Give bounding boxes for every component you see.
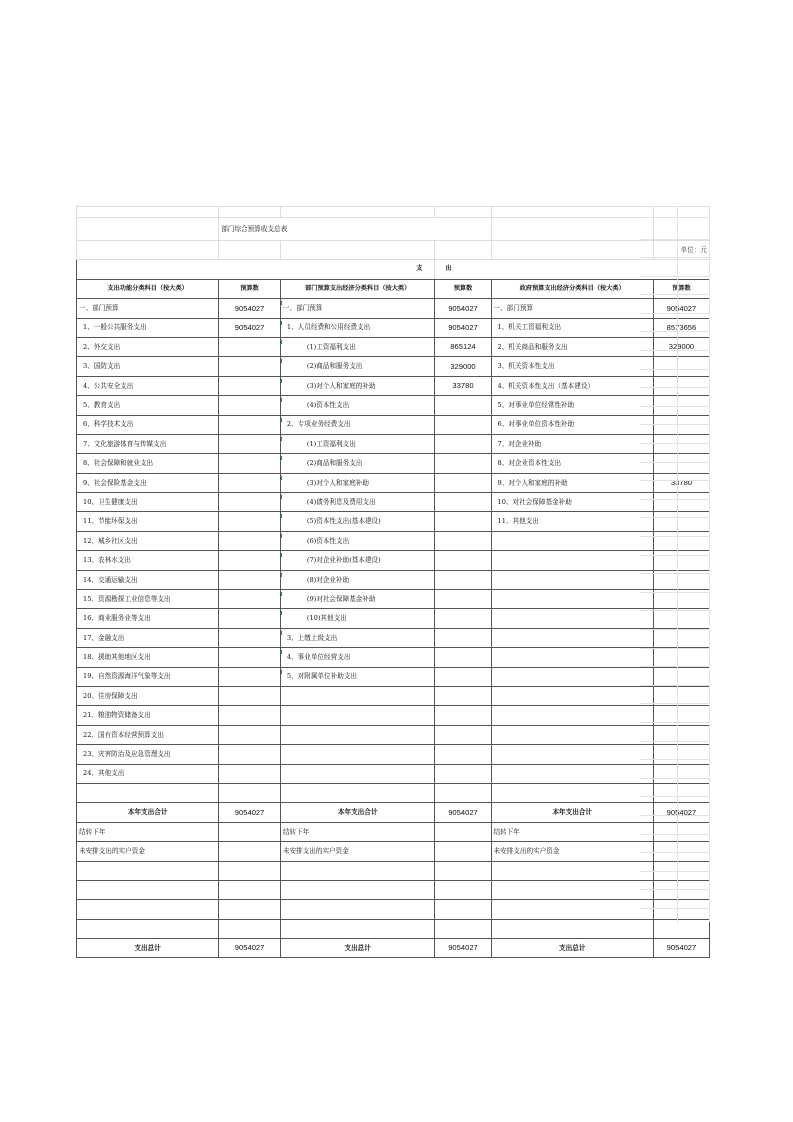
function-item: 9、社会保险基金支出 — [77, 473, 219, 492]
table-row — [77, 493, 710, 512]
function-item: 8、社会保障和就业支出 — [77, 454, 219, 473]
gridline — [640, 555, 709, 556]
carryover-item — [280, 900, 435, 919]
carryover-item: 结转下年 — [77, 822, 219, 841]
dept-economic-item: 2、专项业务经费支出 — [280, 415, 435, 434]
amount-cell — [435, 745, 491, 764]
amount-cell: 9054027 — [653, 299, 709, 318]
table-row — [77, 434, 710, 453]
amount-cell — [435, 609, 491, 628]
function-item: 10、卫生健康支出 — [77, 493, 219, 512]
table-row — [77, 706, 710, 725]
amount-cell — [219, 551, 281, 570]
amount-cell — [653, 919, 709, 938]
gov-economic-item: 10、对社会保障基金补助 — [491, 493, 653, 512]
gov-economic-item: 4、机关资本性支出（基本建设） — [491, 376, 653, 395]
amount-cell — [219, 512, 281, 531]
table-row — [77, 454, 710, 473]
amount-cell — [219, 376, 281, 395]
table-row — [77, 512, 710, 531]
column-header-row — [77, 279, 710, 298]
gridline — [640, 703, 709, 704]
amount-cell — [219, 861, 281, 880]
gov-economic-item — [491, 590, 653, 609]
amount-cell — [435, 686, 491, 705]
table-row — [77, 667, 710, 686]
gridline — [640, 759, 709, 760]
carryover-item: 结转下年 — [491, 822, 653, 841]
gov-economic-item: 9、对个人和家庭的补助 — [491, 473, 653, 492]
function-item: 12、城乡社区支出 — [77, 531, 219, 550]
amount-cell — [219, 609, 281, 628]
amount-cell — [435, 551, 491, 570]
table-row — [77, 686, 710, 705]
amount-cell — [219, 725, 281, 744]
gridline — [640, 908, 709, 909]
function-item: 11、节能环保支出 — [77, 512, 219, 531]
gov-economic-item — [491, 551, 653, 570]
gridline — [640, 685, 709, 686]
gridline — [640, 852, 709, 853]
amount-cell: 329000 — [435, 357, 491, 376]
amount-cell — [219, 415, 281, 434]
dept-economic-item: (4)债务利息及费用支出 — [280, 493, 435, 512]
budget-table — [76, 206, 710, 958]
amount-cell — [219, 783, 281, 802]
carryover-item — [491, 919, 653, 938]
carryover-item — [77, 880, 219, 899]
gov-economic-item — [491, 628, 653, 647]
gov-economic-item — [491, 667, 653, 686]
table-row — [77, 590, 710, 609]
table-row — [77, 609, 710, 628]
table-row — [77, 318, 710, 337]
amount-cell — [435, 900, 491, 919]
amount-cell: 9054027 — [219, 318, 281, 337]
gridline — [640, 796, 709, 797]
gridline — [640, 592, 709, 593]
table-row — [77, 822, 710, 841]
gridline — [640, 387, 709, 388]
gridline — [640, 239, 709, 240]
total-label: 支出总计 — [280, 939, 435, 958]
table-row — [77, 861, 710, 880]
function-item — [77, 783, 219, 802]
col-header-amount-1: 预算数 — [219, 279, 281, 298]
gridline — [640, 294, 709, 295]
gridline — [640, 666, 709, 667]
table-row — [77, 551, 710, 570]
dept-economic-item — [280, 745, 435, 764]
col-header-amount-2: 预算数 — [435, 279, 491, 298]
gov-economic-item — [491, 725, 653, 744]
budget-sheet — [76, 206, 710, 958]
amount-cell — [219, 454, 281, 473]
function-item: 13、农林水支出 — [77, 551, 219, 570]
amount-cell — [219, 570, 281, 589]
gridline — [640, 722, 709, 723]
amount-cell — [435, 919, 491, 938]
total-label: 支出总计 — [491, 939, 653, 958]
dept-economic-item: (9)对社会保障基金补助 — [280, 590, 435, 609]
amount-cell — [435, 842, 491, 861]
gridline — [640, 629, 709, 630]
gridline — [640, 741, 709, 742]
dept-economic-item — [280, 764, 435, 783]
function-item: 23、灾害防治及应急管理支出 — [77, 745, 219, 764]
gridline — [677, 206, 678, 922]
dept-economic-item — [280, 725, 435, 744]
gov-economic-item: 8、对企业资本性支出 — [491, 454, 653, 473]
total-label: 本年支出合计 — [491, 803, 653, 822]
gridline — [640, 610, 709, 611]
amount-cell — [435, 473, 491, 492]
amount-cell — [435, 628, 491, 647]
dept-economic-item — [280, 706, 435, 725]
gridline — [640, 462, 709, 463]
amount-cell — [219, 357, 281, 376]
col-header-gov-economic: 政府预算支出经济分类科目（按大类） — [491, 279, 653, 298]
function-item: 1、一般公共服务支出 — [77, 318, 219, 337]
table-row — [77, 648, 710, 667]
dept-economic-item: (6)资本性支出 — [280, 531, 435, 550]
gridline — [640, 331, 709, 332]
dept-economic-item: (2)商品和服务支出 — [280, 357, 435, 376]
amount-cell — [219, 337, 281, 356]
dept-economic-item: (1)工资福利支出 — [280, 337, 435, 356]
function-item: 17、金融支出 — [77, 628, 219, 647]
amount-cell — [435, 725, 491, 744]
function-item: 一、部门预算 — [77, 299, 219, 318]
amount-cell: 8573656 — [653, 318, 709, 337]
amount-cell: 33780 — [653, 473, 709, 492]
carryover-item: 未安排支出的实户资金 — [491, 842, 653, 861]
total-label: 本年支出合计 — [77, 803, 219, 822]
carryover-item — [491, 900, 653, 919]
carryover-item — [491, 880, 653, 899]
table-row — [77, 570, 710, 589]
gov-economic-item — [491, 570, 653, 589]
amount-cell — [219, 822, 281, 841]
table-row — [77, 396, 710, 415]
function-item: 2、外交支出 — [77, 337, 219, 356]
gridline — [640, 406, 709, 407]
total-amount: 9054027 — [435, 939, 491, 958]
gov-economic-item: 6、对事业单位资本性补助 — [491, 415, 653, 434]
amount-cell: 9054027 — [435, 299, 491, 318]
gridline — [709, 206, 710, 922]
gridline — [640, 834, 709, 835]
amount-cell: 9054027 — [435, 318, 491, 337]
function-item: 3、国防支出 — [77, 357, 219, 376]
total-amount: 9054027 — [219, 939, 281, 958]
function-item: 16、商业服务业等支出 — [77, 609, 219, 628]
dept-economic-item: 5、对附属单位补助支出 — [280, 667, 435, 686]
table-row — [77, 900, 710, 919]
dept-economic-item: (10)其他支出 — [280, 609, 435, 628]
col-header-function: 支出功能分类科目（按大类） — [77, 279, 219, 298]
dept-economic-item: (1)工资福利支出 — [280, 434, 435, 453]
gridline — [640, 517, 709, 518]
gov-economic-item — [491, 648, 653, 667]
gridline — [640, 889, 709, 890]
function-item: 24、其他支出 — [77, 764, 219, 783]
amount-cell — [435, 512, 491, 531]
carryover-item: 未安排支出的实户资金 — [280, 842, 435, 861]
dept-economic-item: 1、人员经费和公用经费支出 — [280, 318, 435, 337]
amount-cell — [435, 880, 491, 899]
gov-economic-item — [491, 609, 653, 628]
table-row — [77, 473, 710, 492]
carryover-item — [280, 880, 435, 899]
function-item: 21、粮油物资储备支出 — [77, 706, 219, 725]
total-amount: 9054027 — [435, 803, 491, 822]
table-row — [77, 764, 710, 783]
amount-cell — [435, 648, 491, 667]
table-row — [77, 725, 710, 744]
table-row — [77, 299, 710, 318]
amount-cell — [219, 667, 281, 686]
total-label: 支出总计 — [77, 939, 219, 958]
table-row — [77, 745, 710, 764]
dept-economic-item: 一、部门预算 — [280, 299, 435, 318]
unit-label: 单位：元 — [653, 241, 709, 260]
amount-cell: 33780 — [435, 376, 491, 395]
amount-cell — [219, 493, 281, 512]
amount-cell — [435, 434, 491, 453]
gov-economic-item: 3、机关资本性支出 — [491, 357, 653, 376]
function-item: 15、资源勘探工业信息等支出 — [77, 590, 219, 609]
carryover-item: 未安排支出的实户资金 — [77, 842, 219, 861]
amount-cell — [435, 454, 491, 473]
function-item: 14、交通运输支出 — [77, 570, 219, 589]
gov-economic-item: 1、机关工资福利支出 — [491, 318, 653, 337]
gov-economic-item — [491, 531, 653, 550]
amount-cell — [435, 396, 491, 415]
dept-economic-item: 4、事业单位经营支出 — [280, 648, 435, 667]
gridline — [640, 499, 709, 500]
amount-cell — [435, 570, 491, 589]
function-item: 22、国有资本经营预算支出 — [77, 725, 219, 744]
table-row — [77, 783, 710, 802]
carryover-item — [280, 919, 435, 938]
amount-cell — [435, 822, 491, 841]
function-item: 19、自然资源海洋气象等支出 — [77, 667, 219, 686]
amount-cell — [219, 531, 281, 550]
gov-economic-item — [491, 783, 653, 802]
amount-cell: 865124 — [435, 337, 491, 356]
amount-cell — [219, 590, 281, 609]
grand-total-row — [77, 939, 710, 958]
amount-cell — [219, 473, 281, 492]
dept-economic-item — [280, 783, 435, 802]
gridline — [640, 257, 709, 258]
gridline — [640, 313, 709, 314]
carryover-item: 结转下年 — [280, 822, 435, 841]
amount-cell — [219, 648, 281, 667]
amount-cell — [219, 706, 281, 725]
table-row — [77, 376, 710, 395]
amount-cell: 9054027 — [219, 299, 281, 318]
table-row — [77, 628, 710, 647]
gridline — [640, 815, 709, 816]
amount-cell — [435, 861, 491, 880]
dept-economic-item: (4)资本性支出 — [280, 396, 435, 415]
gov-economic-item: 11、其他支出 — [491, 512, 653, 531]
amount-cell — [435, 590, 491, 609]
total-amount: 9054027 — [219, 803, 281, 822]
carryover-item — [77, 900, 219, 919]
gridline — [640, 536, 709, 537]
gridline — [640, 871, 709, 872]
year-total-row — [77, 803, 710, 822]
function-item: 5、教育支出 — [77, 396, 219, 415]
col-header-amount-3: 预算数 — [653, 279, 709, 298]
gridline — [640, 648, 709, 649]
carryover-item — [77, 861, 219, 880]
table-row — [77, 919, 710, 938]
total-label: 本年支出合计 — [280, 803, 435, 822]
gov-economic-item — [491, 764, 653, 783]
amount-cell — [219, 628, 281, 647]
total-amount: 9054027 — [653, 939, 709, 958]
dept-economic-item: (3)对个人和家庭的补助 — [280, 376, 435, 395]
gov-economic-item — [491, 686, 653, 705]
amount-cell — [435, 706, 491, 725]
function-item: 20、住房保障支出 — [77, 686, 219, 705]
dept-economic-item: (8)对企业补助 — [280, 570, 435, 589]
carryover-item — [77, 919, 219, 938]
amount-cell — [435, 531, 491, 550]
gridline — [640, 350, 709, 351]
col-header-dept-economic: 部门预算支出经济分类科目（按大类） — [280, 279, 435, 298]
section-label-right: 出 — [435, 260, 710, 279]
gov-economic-item: 一、部门预算 — [491, 299, 653, 318]
table-row — [77, 357, 710, 376]
amount-cell — [219, 919, 281, 938]
gov-economic-item: 5、对事业单位经常性补助 — [491, 396, 653, 415]
dept-economic-item: (7)对企业补助(基本建设) — [280, 551, 435, 570]
amount-cell — [219, 764, 281, 783]
amount-cell — [219, 842, 281, 861]
table-row — [77, 842, 710, 861]
spreadsheet-gridlines — [640, 206, 710, 922]
amount-cell — [219, 745, 281, 764]
amount-cell — [435, 783, 491, 802]
gridline — [640, 217, 709, 218]
function-item: 18、援助其他地区支出 — [77, 648, 219, 667]
carryover-item — [280, 861, 435, 880]
amount-cell — [435, 493, 491, 512]
total-amount: 9054027 — [653, 803, 709, 822]
amount-cell — [435, 764, 491, 783]
table-row — [77, 415, 710, 434]
function-item: 4、公共安全支出 — [77, 376, 219, 395]
amount-cell — [219, 880, 281, 899]
amount-cell — [219, 396, 281, 415]
amount-cell: 329000 — [653, 337, 709, 356]
amount-cell — [219, 900, 281, 919]
amount-cell — [219, 434, 281, 453]
gridline — [640, 443, 709, 444]
section-label-left: 支 — [77, 260, 435, 279]
section-header-row — [77, 260, 710, 279]
dept-economic-item: (3)对个人和家庭补助 — [280, 473, 435, 492]
dept-economic-item: 3、上缴上级支出 — [280, 628, 435, 647]
function-item: 6、科学技术支出 — [77, 415, 219, 434]
function-item: 7、文化旅游体育与传媒支出 — [77, 434, 219, 453]
gov-economic-item — [491, 706, 653, 725]
gridline — [640, 480, 709, 481]
dept-economic-item — [280, 686, 435, 705]
page-title: 部门综合预算收支总表 — [219, 218, 491, 241]
amount-cell — [219, 686, 281, 705]
amount-cell — [435, 415, 491, 434]
dept-economic-item: (2)商品和服务支出 — [280, 454, 435, 473]
table-row — [77, 880, 710, 899]
table-row — [77, 531, 710, 550]
gov-economic-item: 2、机关商品和服务支出 — [491, 337, 653, 356]
gov-economic-item — [491, 745, 653, 764]
carryover-item — [491, 861, 653, 880]
gridline — [640, 424, 709, 425]
gridline — [640, 369, 709, 370]
gridline — [640, 276, 709, 277]
gridline — [640, 206, 709, 207]
gov-economic-item: 7、对企业补助 — [491, 434, 653, 453]
amount-cell — [435, 667, 491, 686]
dept-economic-item: (5)资本性支出(基本建设) — [280, 512, 435, 531]
gridline — [640, 573, 709, 574]
gridline — [640, 778, 709, 779]
table-row — [77, 337, 710, 356]
